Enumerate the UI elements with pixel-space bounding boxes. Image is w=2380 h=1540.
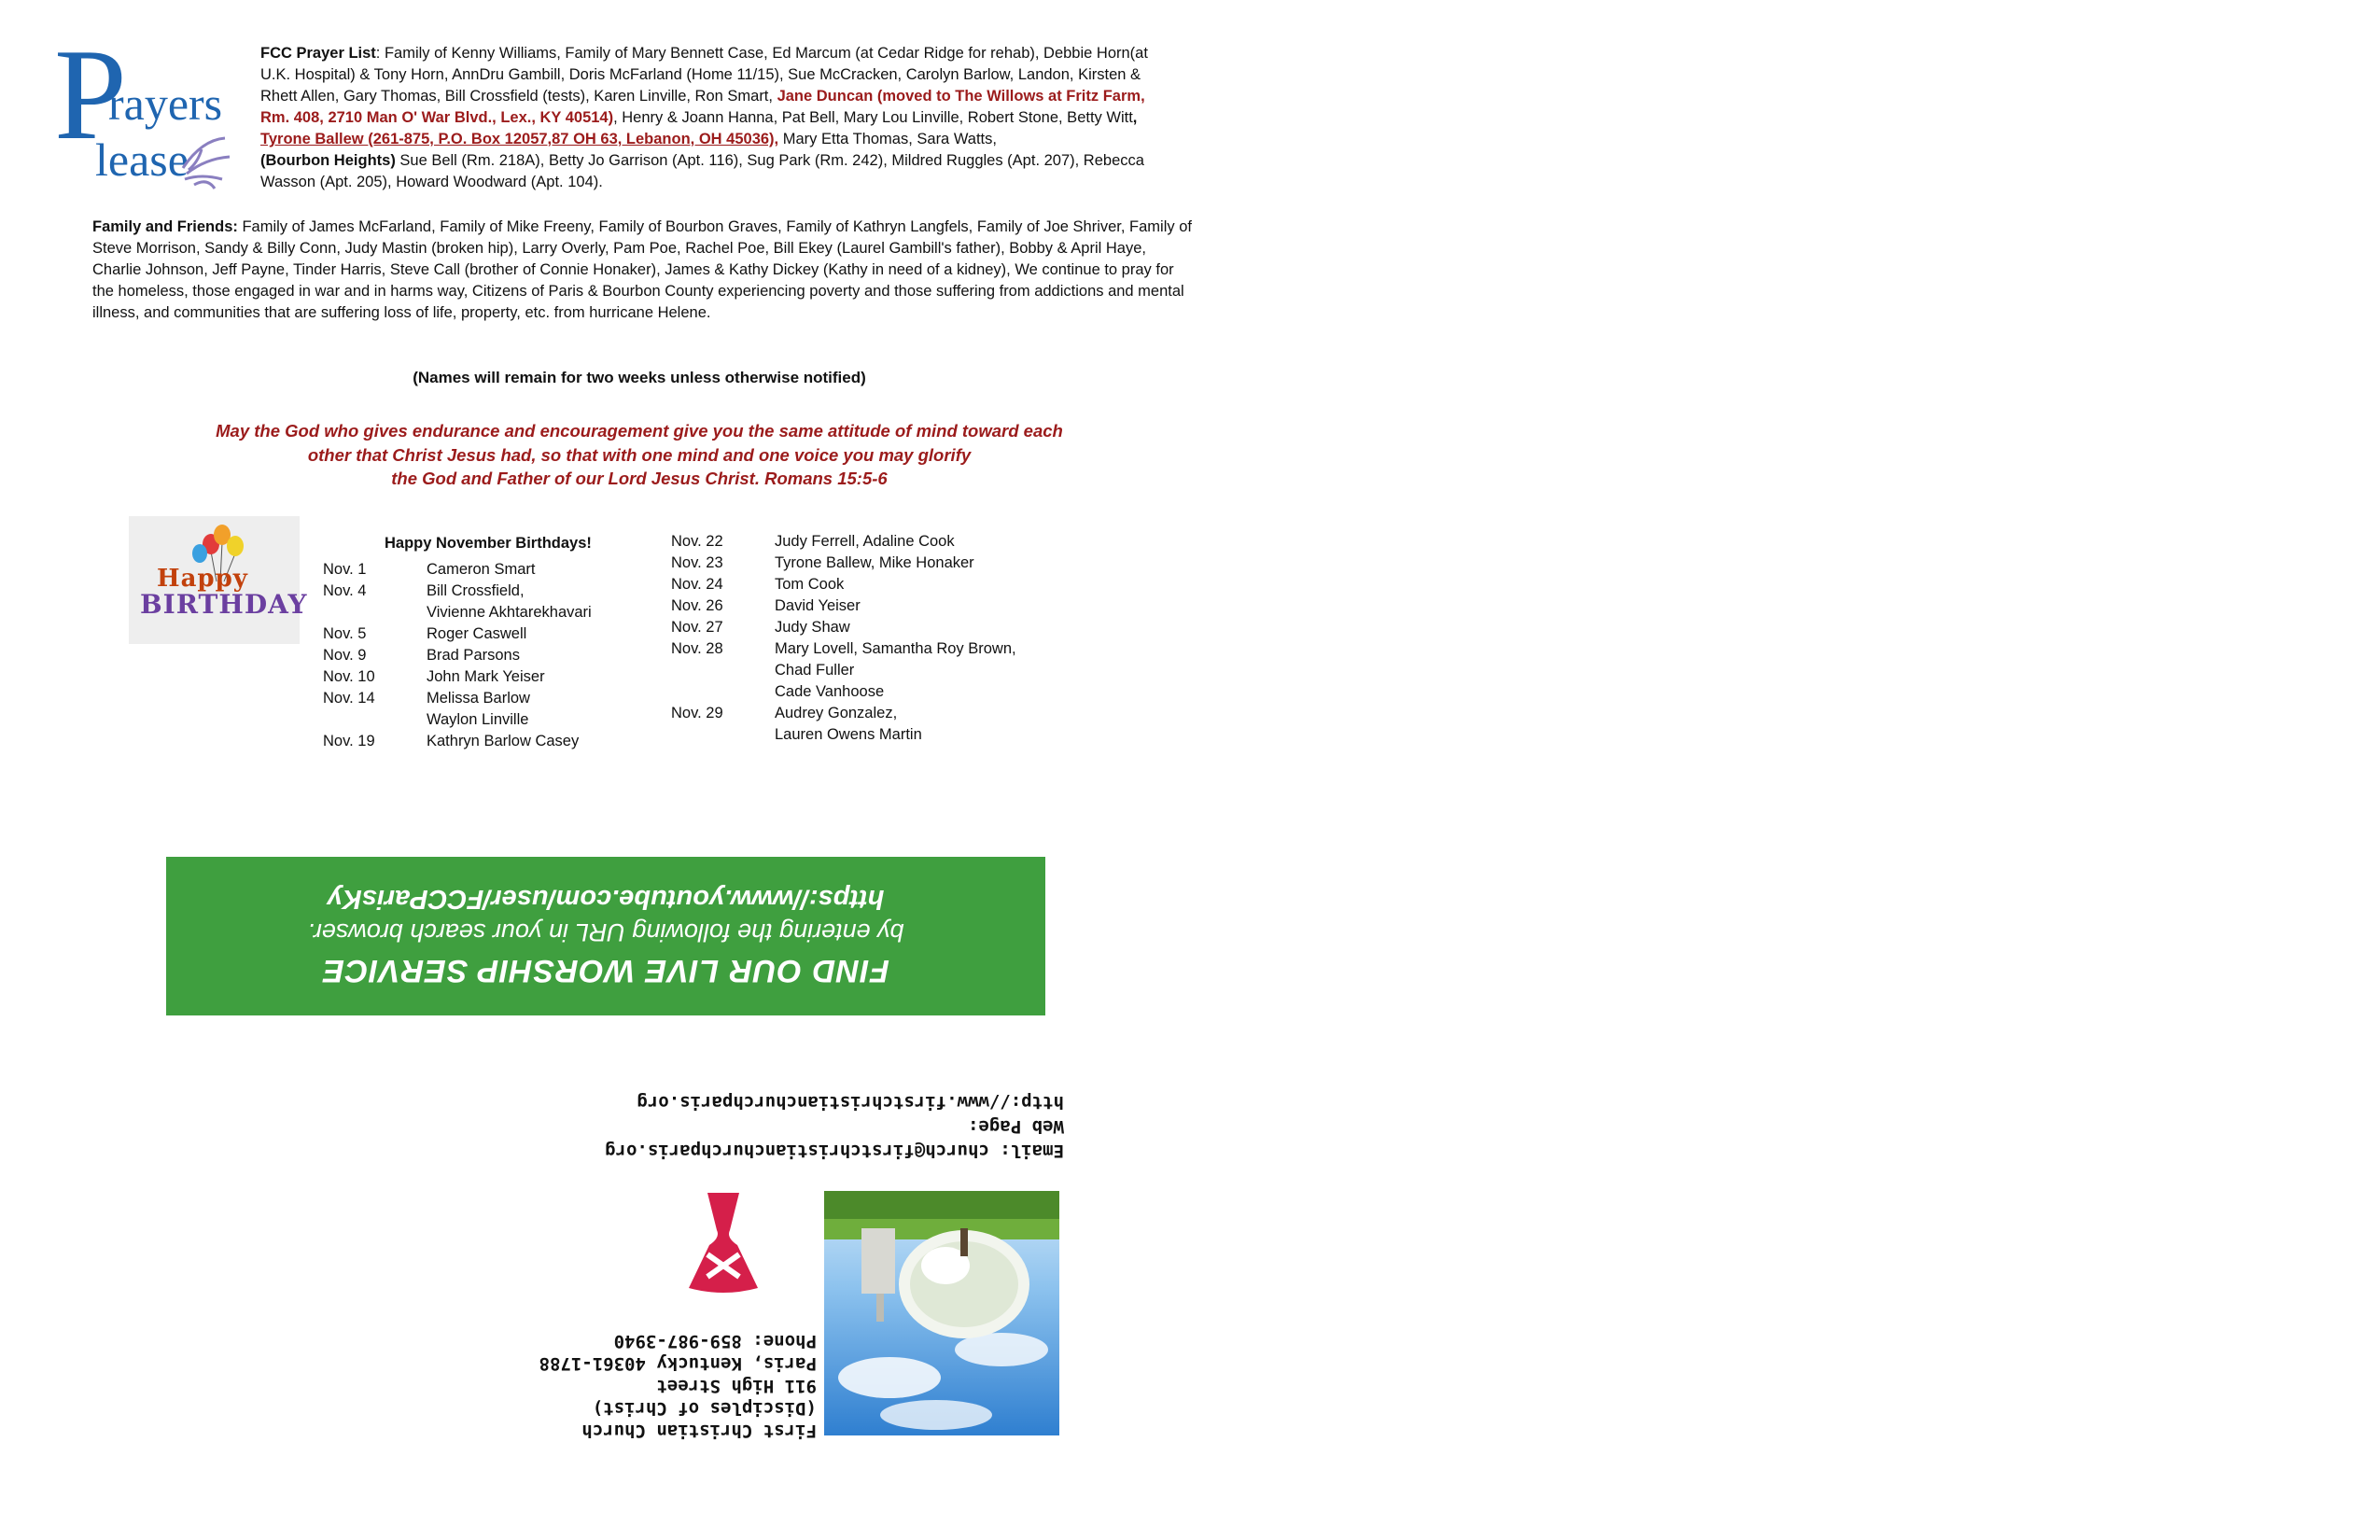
scripture-verse (112, 419, 1167, 491)
birthday-names: Cameron Smart (427, 561, 536, 578)
birthday-date: Nov. 27 (671, 619, 723, 636)
birthday-names: David Yeiser (775, 597, 861, 614)
birthday-names: Audrey Gonzalez, Lauren Owens Martin (775, 705, 922, 743)
birthday-names: Tyrone Ballew, Mike Honaker (775, 554, 974, 571)
birthday-date: Nov. 19 (323, 733, 375, 749)
verse-line-2: other that Christ Jesus had, so that with one mind and one voice you may glorify (307, 444, 972, 465)
names-note: (Names will remain for two weeks unless otherwise notified) (413, 369, 866, 386)
church-name: First Christian Church (581, 1421, 817, 1441)
birthday-names: Tom Cook (775, 576, 845, 593)
logo-initial: P (54, 22, 127, 167)
birthdays-heading: Happy November Birthdays! (385, 535, 592, 552)
birthday-names: Bill Crossfield, Vivienne Akhtarekhavari (427, 582, 592, 621)
birthday-date: Nov. 24 (671, 576, 723, 593)
banner-title: FIND OUR LIVE WORSHIP SERVICE (322, 953, 889, 989)
web-page-line[interactable]: Web Page: http://www.firstchristianchurchparis.org (637, 1092, 1064, 1137)
happy-birthday-image (129, 516, 308, 644)
street-address: 911 High Street (656, 1376, 817, 1396)
birthday-date: Nov. 1 (323, 561, 367, 578)
birthday-date: Nov. 26 (671, 597, 723, 614)
live-worship-banner (166, 857, 1045, 1015)
email-line[interactable]: Email: church@firstchristianchurchparis.org (605, 1141, 1064, 1161)
birthday-names: Judy Shaw (775, 619, 850, 636)
birthdays-right-column (671, 531, 1138, 755)
youtube-link[interactable]: https://www.youtube.com/user/FCCParisKy (327, 884, 885, 915)
disciples-chalice-icon (681, 1185, 765, 1297)
dove-icon (174, 131, 239, 190)
birthday-date: Nov. 4 (323, 582, 367, 599)
birthday-date: Nov. 10 (323, 668, 375, 685)
prayer-list-paragraph (260, 43, 1175, 193)
banner-subtitle: by entering the following URL in your search browser. (307, 918, 904, 947)
church-photo (824, 1191, 1059, 1435)
birthday-names: Roger Caswell (427, 625, 527, 642)
prayer-list-text-1: : Family of Kenny Williams, Family of Mary Bennett Case, Ed Marcum (at Cedar Ridge for rehab), Debbie Horn(at U.K. Hospital) & Tony Horn, AnnDru Gambill, Doris McFarland (Home 11/15), Sue McCracken, Carolyn Barlow, Landon, Kirsten & Rhett Allen, Gary Thomas, Bill Crossfield (tests), Karen Linville, Ron Smart, (260, 45, 1148, 105)
birthday-names: John Mark Yeiser (427, 668, 545, 685)
bourbon-heights-text: Sue Bell (Rm. 218A), Betty Jo Garrison (Apt. 116), Sug Park (Rm. 242), Mildred Ruggles (Apt. 207), Rebecca Wasson (Apt. 205), Howard Woodward (Apt. 104). (260, 152, 1144, 190)
prayer-list-red-text: Jane Duncan (moved to The Willows at Fritz Farm, Rm. 408, 2710 Man O' War Blvd., Lex., KY 40514) (260, 88, 1145, 126)
birthday-names: Melissa Barlow Waylon Linville (427, 690, 530, 728)
prayer-list-comma: , (1132, 109, 1138, 126)
contact-info (541, 1092, 1064, 1163)
bourbon-heights-label: (Bourbon Heights) (260, 152, 396, 169)
birthday-date: Nov. 9 (323, 647, 367, 664)
prayer-list-red-link[interactable]: Tyrone Ballew (261-875, P.O. Box 12057,87 OH 63, Lebanon, OH 45036), (260, 131, 779, 147)
prayer-list-label: FCC Prayer List (260, 45, 376, 62)
prayers-please-logo (54, 22, 255, 196)
city-state-zip: Paris, Kentucky 40361-1788 (539, 1353, 817, 1374)
birthday-date: Nov. 29 (671, 705, 723, 721)
birthday-names: Mary Lovell, Samantha Roy Brown, Chad Fuller Cade Vanhoose (775, 640, 1016, 700)
logo-word-1: rayers (108, 77, 223, 130)
birthday-date: Nov. 5 (323, 625, 367, 642)
birthday-date: Nov. 14 (323, 690, 375, 707)
birthday-names: Judy Ferrell, Adaline Cook (775, 533, 955, 550)
birthday-names: Kathryn Barlow Casey (427, 733, 580, 749)
birthday-date: Nov. 28 (671, 640, 723, 657)
church-address (537, 1307, 817, 1442)
family-text: Family of James McFarland, Family of Mike Freeny, Family of Bourbon Graves, Family of Kathryn Langfels, Family of Joe Shriver, Family of Steve Morrison, Sandy & Billy Conn, Judy Mastin (broken hip), Larry Overly, Pam Poe, Rachel Poe, Bill Ekey (Laurel Gambill's father), Bobby & April Haye, Charlie Johnson, Jeff Payne, Tinder Harris, Steve Call (brother of Connie Honaker), James & Kathy Dickey (Kathy in need of a kidney), We continue to pray for the homeless, those engaged in war and in harms way, Citizens of Paris & Bourbon County experiencing poverty and those suffering from addictions and mental illness, and communities that are suffering loss of life, property, etc. from hurricane Helene. (92, 218, 1192, 321)
family-label: Family and Friends: (92, 218, 238, 235)
birthday-names: Brad Parsons (427, 647, 520, 664)
denomination: (Disciples of Christ) (592, 1398, 817, 1419)
phone-number[interactable]: Phone: 859-987-3940 (613, 1331, 817, 1351)
birthday-date: Nov. 23 (671, 554, 723, 571)
birthday-date: Nov. 22 (671, 533, 723, 550)
verse-line-3: the God and Father of our Lord Jesus Christ. Romans 15:5-6 (391, 469, 888, 488)
family-and-friends-paragraph (92, 217, 1194, 324)
birthday-image-word-1: Happy (157, 565, 248, 593)
verse-line-1: May the God who gives endurance and encouragement give you the same attitude of mind toward each (216, 421, 1063, 441)
birthdays-left-column (323, 559, 715, 764)
birthday-image-word-2: BIRTHDAY (140, 589, 308, 620)
prayer-list-text-2: , Henry & Joann Hanna, Pat Bell, Mary Lou Linville, Robert Stone, Betty Witt (613, 109, 1133, 126)
logo-word-2: lease (95, 133, 189, 186)
prayer-list-text-3: Mary Etta Thomas, Sara Watts, (778, 131, 997, 147)
